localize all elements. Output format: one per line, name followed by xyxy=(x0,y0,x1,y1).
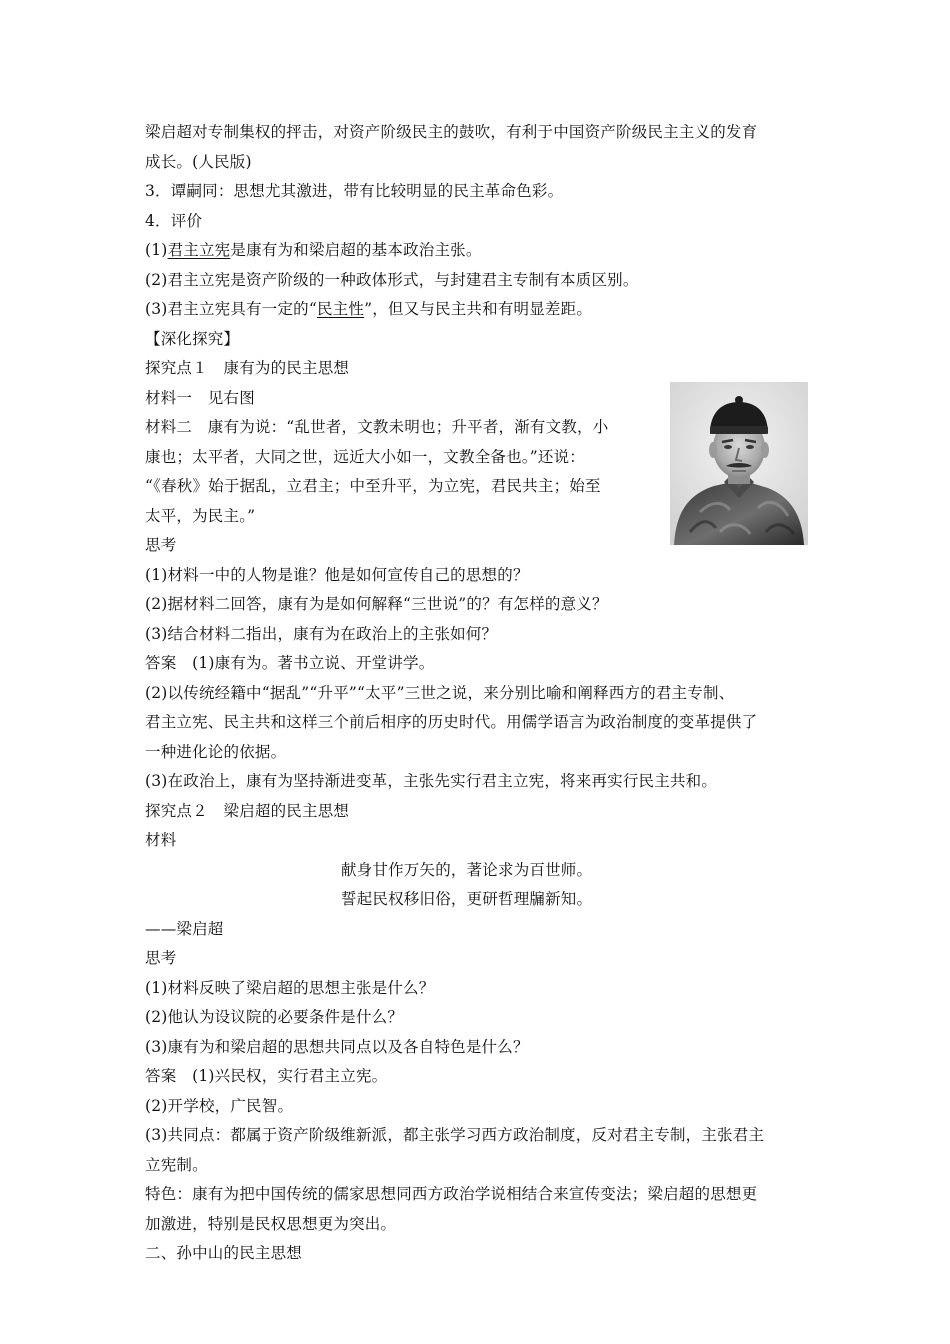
text-line xyxy=(145,295,815,325)
text-line: 材料一 见右图 xyxy=(145,388,255,407)
text-line: “《春秋》始于据乱，立君主；中至升平，为立宪，君民共主；始至 xyxy=(145,477,601,495)
question-item: (2)他认为设议院的必要条件是什么？ xyxy=(145,1008,404,1026)
text-fragment: ”，但又与民主共和有明显差距。 xyxy=(364,300,593,318)
answer-line: 君主立宪、民主共和这样三个前后相序的历史时代。用儒学语言为政治制度的变革提供了 xyxy=(145,713,758,731)
answer-line: (2)开学校，广民智。 xyxy=(145,1096,294,1115)
answer-line: 答案 (1)康有为。著书立说、开堂讲学。 xyxy=(145,654,435,672)
answer-line: 特色：康有为把中国传统的儒家思想同西方政治学说相结合来宣传变法；梁启超的思想更 xyxy=(145,1185,758,1203)
subsection-heading: 探究点２ 梁启超的民主思想 xyxy=(145,801,350,820)
question-item: (1)材料反映了梁启超的思想主张是什么？ xyxy=(145,978,435,997)
subsection-heading: 探究点１ 康有为的民主思想 xyxy=(145,359,350,377)
text-fragment: (1) xyxy=(145,241,168,259)
question-item: (1)材料一中的人物是谁？他是如何宣传自己的思想的？ xyxy=(145,565,529,584)
answer-line: (3)共同点：都属于资产阶级维新派，都主张学习西方政治制度，反对君主专制，主张君主 xyxy=(145,1126,765,1144)
text-line: 材料 xyxy=(145,831,177,849)
text-line: 太平，为民主。” xyxy=(145,506,256,525)
text-line: 思考 xyxy=(145,949,177,967)
text-line: 3．谭嗣同：思想尤其激进，带有比较明显的民主革命色彩。 xyxy=(145,182,564,200)
underlined-term: 民主性 xyxy=(316,300,365,318)
section-heading: 二、孙中山的民主思想 xyxy=(145,1244,303,1262)
answer-line: 立宪制。 xyxy=(145,1155,208,1174)
answer-line: (2)以传统经籍中“据乱”“升平”“太平”三世之说，来分别比喻和阐释西方的君主专制、 xyxy=(145,683,735,702)
text-line: 成长。(人民版) xyxy=(145,152,252,171)
answer-line: (3)在政治上，康有为坚持渐进变革，主张先实行君主立宪，将来再实行民主共和。 xyxy=(145,772,718,790)
question-item: (3)康有为和梁启超的思想共同点以及各自特色是什么？ xyxy=(145,1037,529,1056)
question-item: (2)据材料二回答，康有为是如何解释“三世说”的？有怎样的意义？ xyxy=(145,595,608,613)
question-item: (3)结合材料二指出，康有为在政治上的主张如何？ xyxy=(145,624,498,643)
section-heading: 4．评价 xyxy=(145,211,203,230)
answer-line: 一种进化论的依据。 xyxy=(145,742,287,761)
poem-author: ——梁启超 xyxy=(145,919,224,938)
text-line: (2)君主立宪是资产阶级的一种政体形式，与封建君主专制有本质区别。 xyxy=(145,270,639,289)
text-line: 康也；太平者，大同之世，远近大小如一，文教全备也。”还说： xyxy=(145,447,585,466)
text-line: 材料二 康有为说：“乱世者，文教未明也；升平者，渐有文教，小 xyxy=(145,418,609,436)
underlined-term: 君主立宪 xyxy=(167,241,231,259)
section-heading: 【深化探究】 xyxy=(145,329,240,348)
poem-line: 献身甘作万矢的，著论求为百世师。 xyxy=(341,860,593,879)
text-fragment: (3)君主立宪具有一定的“ xyxy=(145,300,317,318)
document-body xyxy=(145,118,815,1269)
poem-line: 誓起民权移旧俗，更研哲理牖新知。 xyxy=(341,890,593,908)
text-line: 思考 xyxy=(145,536,177,554)
answer-line: 答案 (1)兴民权，实行君主立宪。 xyxy=(145,1067,388,1085)
text-fragment: 是康有为和梁启超的基本政治主张。 xyxy=(230,241,482,259)
answer-line: 加激进，特别是民权思想更为突出。 xyxy=(145,1214,397,1233)
portrait-photo xyxy=(670,382,808,545)
text-line: 梁启超对专制集权的抨击，对资产阶级民主的鼓吹，有利于中国资产阶级民主主义的发育 xyxy=(145,123,758,141)
text-line xyxy=(145,236,815,266)
